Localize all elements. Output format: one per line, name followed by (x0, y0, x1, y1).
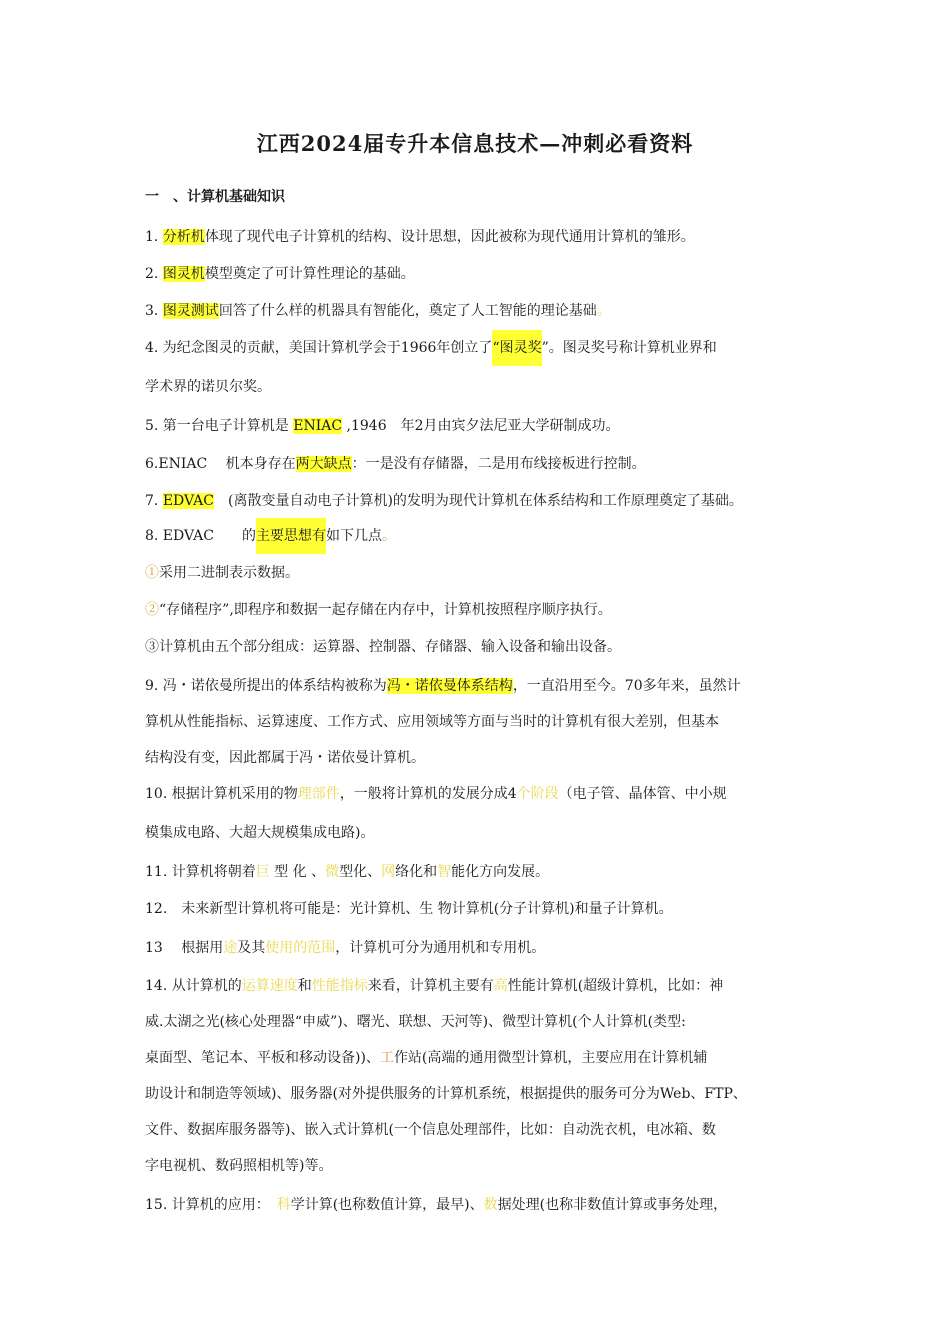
item-14-cont-4: 文件、数据库服务器等)、嵌入式计算机(一个信息处理部件，比如：自动洗衣机，电冰箱、数 (145, 1122, 716, 1138)
item-14-cont-3: 助设计和制造等领域)、服务器(对外提供服务的计算机系统，根据提供的服务可分为Web、FTP、 (145, 1086, 747, 1102)
item-12: 12. 未来新型计算机将可能是：光计算机、生 物计算机(分子计算机)和量子计算机。 (145, 901, 673, 917)
item-9-cont-2: 结构没有变，因此都属于冯・诺依曼计算机。 (145, 750, 425, 766)
item-4-cont: 学术界的诺贝尔奖。 (145, 379, 271, 395)
document-title: 江西2024届专升本信息技术—冲刺必看资料 (256, 131, 694, 156)
item-6: 6.ENIAC 机本身存在两大缺点：一是没有存储器，二是用布线接板进行控制。 (145, 456, 646, 472)
highlight: ENIAC (293, 418, 343, 434)
highlight: 主要思想有 (256, 518, 326, 554)
highlight: 冯・诺依曼体系结构 (386, 678, 513, 694)
item-9-cont-1: 算机从性能指标、运算速度、工作方式、应用领域等方面与当时的计算机有很大差别，但基本 (145, 714, 719, 730)
item-15: 15. 计算机的应用： 科学计算(也称数值计算，最早)、数据处理(也称非数值计算或事务处理， (145, 1197, 728, 1213)
item-3: 3. 图灵测试回答了什么样的机器具有智能化，奠定了人工智能的理论基础。 (145, 303, 611, 319)
item-8-point-2: ②“存储程序”,即程序和数据一起存储在内存中，计算机按照程序顺序执行。 (145, 602, 612, 618)
item-2: 2. 图灵机模型奠定了可计算性理论的基础。 (145, 266, 415, 282)
item-14-cont-5: 字电视机、数码照相机等)等。 (145, 1158, 333, 1174)
item-14-cont-2: 桌面型、笔记本、平板和移动设备))、工作站(高端的通用微型计算机，主要应用在计算机辅 (145, 1050, 708, 1066)
highlight: 两大缺点 (295, 456, 352, 472)
item-1: 1. 分析机体现了现代电子计算机的结构、设计思想，因此被称为现代通用计算机的雏形。 (145, 229, 695, 245)
highlight: 图灵测试 (162, 303, 219, 319)
highlight: 图灵机 (162, 266, 205, 282)
highlight: “图灵奖 (492, 330, 541, 366)
section-heading: 一 、计算机基础知识 (145, 189, 285, 205)
item-10: 10. 根据计算机采用的物理部件，一般将计算机的发展分成4个阶段（电子管、晶体管、中小规 (145, 786, 727, 802)
item-8: 8. EDVAC 的主要思想有如下几点。 (145, 518, 810, 554)
highlight: EDVAC (162, 493, 214, 509)
item-9: 9. 冯・诺依曼所提出的体系结构被称为冯・诺依曼体系结构，一直沿用至今。70多年来，虽然计 (145, 678, 741, 694)
item-10-cont: 模集成电路、大超大规模集成电路)。 (145, 825, 375, 841)
item-14: 14. 从计算机的运算速度和性能指标来看，计算机主要有高性能计算机(超级计算机，比如：神 (145, 978, 724, 994)
item-8-point-1: ①采用二进制表示数据。 (145, 565, 299, 581)
item-13: 13 根据用途及其使用的范围，计算机可分为通用机和专用机。 (145, 940, 546, 956)
item-5: 5. 第一台电子计算机是 ENIAC ,1946 年2月由宾夕法尼亚大学研制成功。 (145, 418, 620, 434)
item-4: 4. 为纪念图灵的贡献，美国计算机学会于1966年创立了“图灵奖”。图灵奖号称计算机业界和 (145, 330, 810, 366)
item-8-point-3: ③计算机由五个部分组成：运算器、控制器、存储器、输入设备和输出设备。 (145, 639, 621, 655)
item-14-cont-1: 威.太湖之光(核心处理器“申威”)、曙光、联想、天河等)、微型计算机(个人计算机(类型: (145, 1014, 686, 1030)
highlight: 分析机 (162, 229, 205, 245)
item-7: 7. EDVAC (离散变量自动电子计算机)的发明为现代计算机在体系结构和工作原理奠定了基础。 (145, 493, 743, 509)
item-11: 11. 计算机将朝着巨 型 化 、微型化、网络化和智能化方向发展。 (145, 864, 550, 880)
